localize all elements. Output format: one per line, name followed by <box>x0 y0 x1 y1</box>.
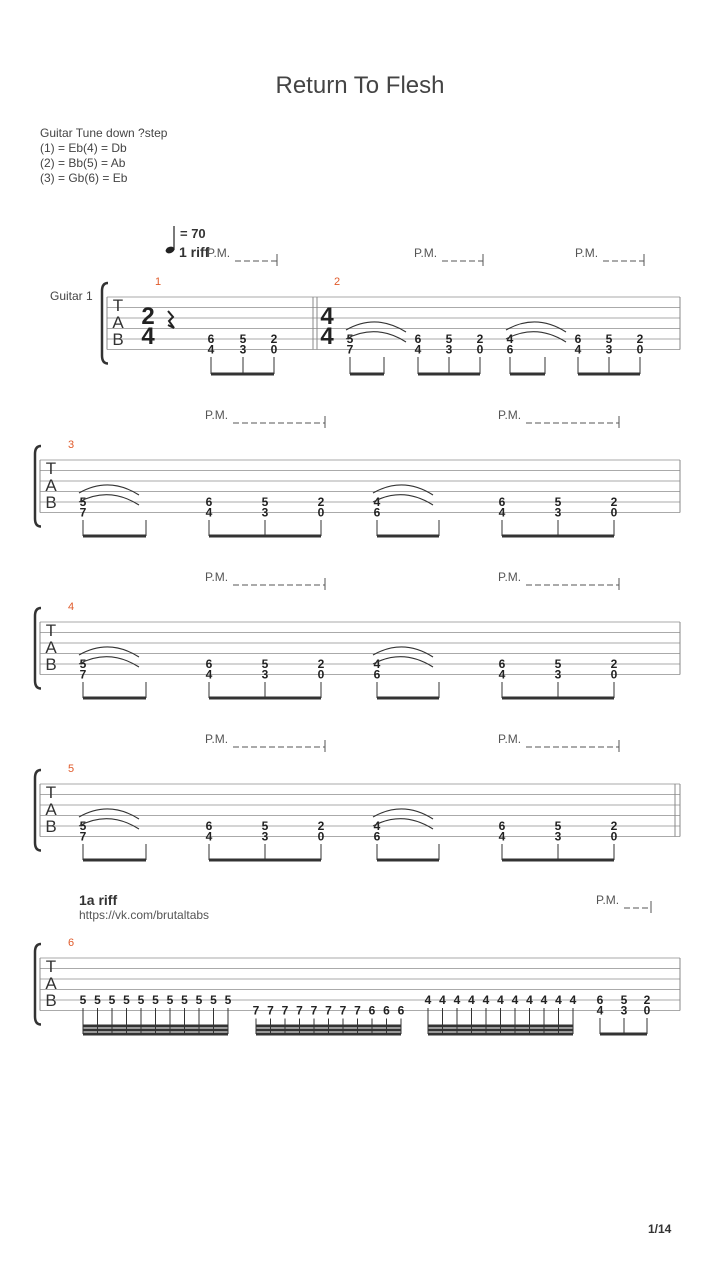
fret-number: 4 <box>498 505 506 520</box>
tie-curve <box>373 819 433 829</box>
fret-number: 4 <box>373 495 381 509</box>
fret-number: 0 <box>317 505 325 520</box>
fret-number: 4 <box>498 667 506 682</box>
fret-number: 5 <box>152 993 159 1007</box>
fret-number: 6 <box>207 332 215 346</box>
fret-number: 0 <box>610 829 618 844</box>
fret-number: 5 <box>261 819 269 833</box>
fret-number: 7 <box>79 505 87 520</box>
fret-number: 6 <box>205 495 213 509</box>
fret-number: 5 <box>261 495 269 509</box>
tie-curve <box>346 332 406 342</box>
fret-number: 6 <box>414 332 422 346</box>
fret-number: 4 <box>540 993 548 1007</box>
time-signature: 4 <box>320 303 334 330</box>
section-label-riff: 1 riff <box>179 244 210 260</box>
fret-number: 2 <box>636 332 644 346</box>
fret-number: 4 <box>498 829 506 844</box>
fret-number: 6 <box>498 657 506 671</box>
page-number: 1/14 <box>648 1222 672 1236</box>
measure-number: 3 <box>68 439 75 451</box>
tie-curve <box>346 322 406 332</box>
tie-curve <box>373 647 433 657</box>
fret-number: 0 <box>476 342 484 357</box>
palm-mute-label: P.M. <box>498 570 522 584</box>
palm-mute-label: P.M. <box>205 570 229 584</box>
fret-number: 6 <box>205 657 213 671</box>
fret-number: 4 <box>482 993 490 1007</box>
measure-number: 4 <box>68 601 75 613</box>
fret-number: 6 <box>506 342 514 357</box>
measure-number: 6 <box>68 937 75 949</box>
tab-letter: B <box>112 330 124 349</box>
fret-number: 5 <box>166 993 174 1007</box>
tie-curve <box>373 809 433 819</box>
fret-number: 5 <box>210 993 217 1007</box>
tie-curve <box>79 495 139 505</box>
fret-number: 5 <box>554 657 562 671</box>
fret-number: 5 <box>79 495 87 509</box>
fret-number: 6 <box>373 829 381 844</box>
tab-letter: T <box>45 957 57 976</box>
time-signature: 4 <box>320 323 334 350</box>
song-title: Return To Flesh <box>275 72 445 99</box>
fret-number: 6 <box>596 993 604 1007</box>
fret-number: 4 <box>506 332 514 346</box>
tab-letter: A <box>45 638 57 657</box>
palm-mute-label: P.M. <box>498 408 522 422</box>
tie-curve <box>79 485 139 495</box>
fret-number: 7 <box>79 667 87 682</box>
tab-letter: B <box>45 991 57 1010</box>
palm-mute-label: P.M. <box>414 246 438 260</box>
fret-number: 5 <box>195 993 203 1007</box>
fret-number: 5 <box>620 993 628 1007</box>
fret-number: 5 <box>554 819 562 833</box>
fret-number: 3 <box>261 505 269 520</box>
fret-number: 6 <box>373 667 381 682</box>
fret-number: 5 <box>181 993 188 1007</box>
tab-letter: A <box>45 800 57 819</box>
fret-number: 7 <box>346 342 354 357</box>
fret-number: 6 <box>205 819 213 833</box>
fret-number: 4 <box>373 657 381 671</box>
fret-number: 7 <box>281 1003 289 1018</box>
fret-number: 0 <box>610 505 618 520</box>
tuning-line-1: (1) = Eb(4) = Db <box>40 141 127 155</box>
fret-number: 0 <box>270 342 278 357</box>
tie-curve <box>79 809 139 819</box>
fret-number: 4 <box>497 993 504 1007</box>
fret-number: 4 <box>468 993 475 1007</box>
fret-number: 6 <box>574 332 582 346</box>
fret-number: 6 <box>373 505 381 520</box>
fret-number: 2 <box>317 495 325 509</box>
fret-number: 7 <box>296 1003 303 1018</box>
section-label-1a-riff: 1a riff <box>79 892 118 908</box>
quarter-note-icon <box>165 226 176 255</box>
tie-curve <box>373 657 433 667</box>
fret-number: 5 <box>79 993 87 1007</box>
tab-letter: A <box>45 974 57 993</box>
fret-number: 3 <box>620 1003 628 1018</box>
fret-number: 7 <box>354 1003 361 1018</box>
fret-number: 2 <box>317 819 325 833</box>
fret-number: 4 <box>205 829 213 844</box>
palm-mute-label: P.M. <box>207 246 231 260</box>
fret-number: 2 <box>610 819 618 833</box>
fret-number: 4 <box>205 667 213 682</box>
fret-number: 2 <box>270 332 278 346</box>
fret-number: 3 <box>239 342 247 357</box>
tab-letter: B <box>45 655 57 674</box>
fret-number: 6 <box>397 1003 405 1018</box>
tie-curve <box>373 495 433 505</box>
fret-number: 2 <box>610 657 618 671</box>
tie-curve <box>506 322 566 332</box>
tab-letter: A <box>45 476 57 495</box>
fret-number: 2 <box>317 657 325 671</box>
measure-number: 2 <box>334 276 341 288</box>
instrument-label: Guitar 1 <box>50 289 93 303</box>
palm-mute-label: P.M. <box>498 732 522 746</box>
tab-letter: T <box>45 621 57 640</box>
fret-number: 3 <box>445 342 453 357</box>
fret-number: 0 <box>643 1003 651 1018</box>
fret-number: 6 <box>498 819 506 833</box>
fret-number: 4 <box>596 1003 604 1018</box>
fret-number: 2 <box>476 332 484 346</box>
tie-curve <box>506 332 566 342</box>
fret-number: 6 <box>383 1003 390 1018</box>
fret-number: 5 <box>79 819 87 833</box>
fret-number: 0 <box>317 829 325 844</box>
fret-number: 3 <box>605 342 613 357</box>
fret-number: 3 <box>554 667 562 682</box>
measure-number: 1 <box>155 276 162 288</box>
fret-number: 4 <box>439 993 446 1007</box>
fret-number: 7 <box>310 1003 318 1018</box>
fret-number: 7 <box>252 1003 260 1018</box>
tab-letter: B <box>45 493 57 512</box>
tuning-header: Guitar Tune down ?step <box>40 126 168 140</box>
fret-number: 5 <box>261 657 269 671</box>
time-signature: 2 <box>141 303 155 330</box>
fret-number: 5 <box>554 495 562 509</box>
fret-number: 5 <box>79 657 87 671</box>
fret-number: 4 <box>555 993 562 1007</box>
palm-mute-label: P.M. <box>575 246 599 260</box>
palm-mute-label: P.M. <box>205 408 229 422</box>
quarter-rest-icon <box>168 311 174 328</box>
fret-number: 4 <box>207 342 215 357</box>
fret-number: 7 <box>267 1003 274 1018</box>
fret-number: 4 <box>574 342 582 357</box>
fret-number: 7 <box>325 1003 332 1018</box>
fret-number: 4 <box>424 993 432 1007</box>
fret-number: 4 <box>414 342 422 357</box>
fret-number: 4 <box>526 993 533 1007</box>
tab-letter: T <box>45 783 57 802</box>
tie-curve <box>79 647 139 657</box>
fret-number: 4 <box>511 993 519 1007</box>
fret-number: 0 <box>610 667 618 682</box>
tab-letter: B <box>45 817 57 836</box>
fret-number: 3 <box>554 829 562 844</box>
tuning-line-2: (2) = Bb(5) = Ab <box>40 156 126 170</box>
fret-number: 5 <box>137 993 145 1007</box>
fret-number: 5 <box>605 332 613 346</box>
tie-curve <box>79 819 139 829</box>
fret-number: 5 <box>94 993 101 1007</box>
fret-number: 0 <box>317 667 325 682</box>
fret-number: 4 <box>373 819 381 833</box>
fret-number: 2 <box>643 993 651 1007</box>
tab-letter: T <box>112 296 124 315</box>
fret-number: 4 <box>569 993 577 1007</box>
fret-number: 5 <box>346 332 354 346</box>
fret-number: 5 <box>108 993 116 1007</box>
fret-number: 5 <box>123 993 130 1007</box>
tab-letter: A <box>112 313 124 332</box>
fret-number: 6 <box>498 495 506 509</box>
fret-number: 6 <box>368 1003 376 1018</box>
tie-curve <box>79 657 139 667</box>
fret-number: 0 <box>636 342 644 357</box>
fret-number: 3 <box>261 667 269 682</box>
fret-number: 3 <box>554 505 562 520</box>
fret-number: 7 <box>79 829 87 844</box>
time-signature: 4 <box>141 323 155 350</box>
source-url: https://vk.com/brutaltabs <box>79 908 210 922</box>
fret-number: 2 <box>610 495 618 509</box>
tab-letter: T <box>45 459 57 478</box>
fret-number: 5 <box>445 332 453 346</box>
palm-mute-label: P.M. <box>596 893 620 907</box>
fret-number: 4 <box>205 505 213 520</box>
fret-number: 4 <box>453 993 461 1007</box>
tempo-marking: = 70 <box>180 226 206 241</box>
tie-curve <box>373 485 433 495</box>
palm-mute-label: P.M. <box>205 732 229 746</box>
fret-number: 7 <box>339 1003 347 1018</box>
measure-number: 5 <box>68 763 75 775</box>
fret-number: 5 <box>239 332 247 346</box>
fret-number: 3 <box>261 829 269 844</box>
tuning-line-3: (3) = Gb(6) = Eb <box>40 171 128 185</box>
fret-number: 5 <box>224 993 232 1007</box>
